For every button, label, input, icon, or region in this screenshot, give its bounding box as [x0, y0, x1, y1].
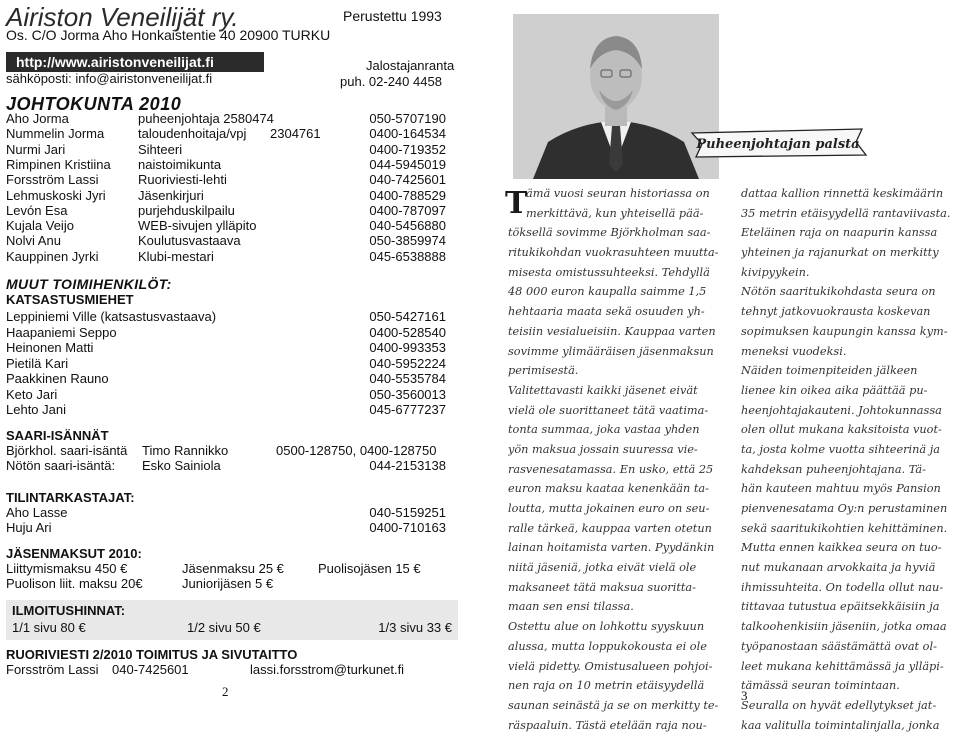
article-line: ta, josta kolme vuotta sihteerinä ja	[741, 442, 940, 456]
ad-prices-row	[12, 620, 452, 635]
article-line: leet mukana kehittämässä ja ylläpi-	[741, 659, 944, 673]
member-role: Koulutusvastaava	[138, 233, 241, 249]
article-line: nen raja on 10 metrin etäisyydellä	[508, 679, 705, 693]
article-line: tonta summaa, joka vastaa yhden	[508, 423, 700, 437]
auditor-phone: 040-5159251	[369, 505, 446, 520]
ruoriviesti-heading: RUORIVIESTI 2/2010 TOIMITUS JA SIVUTAITTO	[6, 647, 298, 662]
article-line: pienvenesatama Oy:n perustaminen	[741, 502, 948, 515]
member-phone: 050-5707190	[369, 111, 446, 126]
article-line: vielä pidetty. Omistusalueen pohjoi-	[508, 659, 713, 673]
article-line: niitä jäseniä, jotka eivät vielä ole	[508, 561, 697, 575]
article-line: merkittävä, kun yhteisellä pää-	[526, 206, 704, 220]
phone-number: puh. 02-240 4458	[340, 74, 442, 89]
inspector-name: Heinonen Matti	[6, 340, 94, 355]
auditors-heading: TILINTARKASTAJAT:	[6, 490, 135, 505]
article-line: ämä vuosi seuran historiassa on	[526, 187, 710, 200]
article-line: maan sen ensi tilassa.	[508, 600, 634, 614]
article-line: Nötön saaritukikohdasta seura on	[741, 285, 936, 299]
island-host-name: Timo Rannikko	[142, 443, 229, 458]
page-number-right: 3	[741, 688, 748, 703]
inspector-name: Keto Jari	[6, 386, 58, 402]
island-host-label: Björkhol. saari-isäntä	[6, 443, 128, 458]
article-line: heenjohtajakauteni. Johtokunnassa	[741, 403, 942, 417]
article-line: saunan seinästä ja se on merkitty te-	[508, 698, 719, 712]
fees-row	[6, 576, 456, 591]
fees-row	[6, 561, 456, 576]
member-role: purjehduskilpailu	[138, 202, 235, 218]
inspector-phone: 045-6777237	[369, 402, 446, 417]
website-link[interactable]: http://www.airistonveneilijat.fi	[6, 52, 264, 72]
inspector-name: Haapaniemi Seppo	[6, 324, 117, 340]
island-host-row	[6, 443, 456, 458]
ad-price: 1/1 sivu 80 €	[12, 620, 86, 635]
article-line: yön maksua jossain suuressa vie-	[508, 442, 698, 456]
fee-item: Puolison liit. maksu 20€	[6, 576, 143, 591]
article-line: sekä saaritukikohtien kehittäminen.	[741, 521, 948, 535]
auditor-name: Huju Ari	[6, 520, 52, 535]
auditor-name: Aho Lasse	[6, 505, 68, 520]
article-line: kaa valitulla toimintalinjalla, jonka	[741, 718, 940, 732]
article-line: perimisestä.	[508, 364, 579, 378]
article-line: alussa, mutta loppukokousta ei ole	[508, 639, 707, 653]
officials-heading: MUUT TOIMIHENKILÖT:	[6, 276, 172, 292]
member-role: Jäsenkirjuri	[138, 187, 204, 203]
article-line: Seuralla on hyvät edellytykset jat-	[741, 698, 937, 712]
inspector-name: Lehto Jani	[6, 402, 66, 417]
island-host-label: Nötön saari-isäntä:	[6, 458, 116, 473]
article-column-1	[508, 184, 730, 735]
ruoriviesti-contact	[6, 662, 456, 677]
article-line: räspaaluin. Tästä etelään raja nou-	[508, 718, 707, 732]
inspector-phone: 0400-993353	[369, 340, 446, 355]
article-line: työpanostaan säästämättä ovat ol-	[741, 639, 937, 653]
article-line: lienee kin oikea aika päättää pu-	[741, 383, 928, 397]
inspector-row	[6, 371, 446, 386]
auditor-phone: 0400-710163	[369, 520, 446, 535]
member-name: Kujala Veijo	[6, 218, 74, 234]
article-line: Eteläinen raja on naapurin kanssa	[741, 226, 938, 240]
auditor-row	[6, 520, 446, 535]
article-line: kivipyykein.	[741, 265, 810, 279]
article-line: lainan hoitamista varten. Pyydänkin	[508, 541, 715, 555]
member-phone: 044-5945019	[369, 156, 446, 172]
postal-address: Os. C/O Jorma Aho Honkaistentie 40 20900 TURKU	[6, 27, 331, 43]
founded-year: Perustettu 1993	[343, 8, 442, 24]
drop-cap: T	[505, 186, 528, 221]
inspector-phone: 0400-528540	[369, 324, 446, 340]
article-line: 48 000 euron kaupalla saimme 1,5	[508, 285, 707, 299]
board-member-row	[6, 249, 446, 264]
ad-prices-heading: ILMOITUSHINNAT:	[12, 603, 126, 618]
inspector-phone: 050-3560013	[369, 386, 446, 402]
member-role: Klubi-mestari	[138, 248, 214, 264]
board-member-row	[6, 172, 446, 187]
member-name: Nolvi Anu	[6, 233, 61, 249]
article-line: ihmissuhteita. On todella ollut nau-	[741, 580, 944, 594]
island-host-row	[6, 458, 446, 473]
board-member-row	[6, 142, 446, 157]
article-line: hän kauteen mahtuu myös Pansion	[741, 482, 941, 496]
editor-email[interactable]: lassi.forsstrom@turkunet.fi	[250, 662, 405, 677]
article-line: ralle tärkeä, kauppaa varten otetun	[508, 521, 712, 535]
member-name: Nummelin Jorma	[6, 126, 105, 142]
article-line: talkoohenkisiin jäseniin, jotka omaa	[741, 620, 947, 634]
article-line: loutta, mutta jokainen euro on seu-	[508, 502, 710, 515]
member-role: puheenjohtaja 2580474	[138, 111, 274, 126]
location: Jalostajanranta	[366, 58, 455, 73]
member-name: Kauppinen Jyrki	[6, 248, 99, 264]
inspector-name: Paakkinen Rauno	[6, 371, 109, 386]
article-line: nut mukanaan arvokkaita ja hyviä	[741, 561, 936, 575]
member-role: WEB-sivujen ylläpito	[138, 218, 257, 234]
island-host-name: Esko Sainiola	[142, 458, 221, 473]
inspector-row	[6, 340, 446, 355]
article-column-2	[741, 184, 959, 735]
fee-item: Juniorijäsen 5 €	[182, 576, 274, 591]
article-line: sopimuksen kaupungin kanssa kym-	[741, 324, 948, 338]
member-extra-phone: 2304761	[270, 126, 321, 142]
editor-phone: 040-7425601	[112, 662, 189, 677]
article-line: vielä ole suorittaneet tätä vaatima-	[508, 403, 709, 417]
member-role: Ruoriviesti-lehti	[138, 172, 227, 188]
article-line: sovimme ylimääräisen jäsenmaksun	[508, 344, 714, 358]
ad-price: 1/3 sivu 33 €	[378, 620, 452, 635]
inspector-row	[6, 309, 446, 324]
member-name: Lehmuskoski Jyri	[6, 187, 106, 203]
column-banner	[686, 125, 872, 159]
member-role: Sihteeri	[138, 141, 183, 157]
inspector-phone: 040-5535784	[369, 371, 446, 386]
board-member-row	[6, 111, 446, 126]
member-name: Aho Jorma	[6, 111, 69, 126]
article-line: Näiden toimenpiteiden jälkeen	[741, 364, 918, 378]
article-line: teisiin vesialueisiin. Kauppaa varten	[508, 324, 716, 338]
inspector-row	[6, 402, 446, 417]
ad-price: 1/2 sivu 50 €	[187, 620, 261, 635]
email-address[interactable]: sähköposti: info@airistonveneilijat.fi	[6, 71, 213, 86]
fee-item: Puolisojäsen 15 €	[318, 561, 421, 576]
article-line: ritukikohdan vuokrasuhteen muutta-	[508, 246, 719, 260]
board-member-row	[6, 203, 446, 218]
member-phone: 040-5456880	[369, 218, 446, 234]
article-line: Mutta ennen kaikkea seura on tuo-	[741, 541, 942, 555]
article-line: Valitettavasti kaikki jäsenet eivät	[508, 383, 698, 397]
association-title: Airiston Veneilijät ry.	[6, 2, 239, 32]
page-number-left: 2	[222, 684, 229, 699]
member-role: taloudenhoitaja/vpj	[138, 126, 247, 142]
member-role: naistoimikunta	[138, 156, 222, 172]
board-member-row	[6, 126, 446, 141]
inspector-name: Leppiniemi Ville (katsastusvastaava)	[6, 309, 217, 324]
article-line: Ostettu alue on lohkottu syyskuun	[508, 620, 705, 634]
article-line: rasvenesatamassa. En usko, että 25	[508, 462, 714, 476]
editor-name: Forsström Lassi	[6, 662, 99, 677]
member-name: Rimpinen Kristiina	[6, 156, 111, 172]
article-line: euron maksu kaataa kenenkään ta-	[508, 482, 709, 496]
board-member-row	[6, 157, 446, 172]
inspector-phone: 040-5952224	[369, 355, 446, 371]
member-phone: 0400-787097	[369, 202, 446, 218]
island-hosts-heading: SAARI-ISÄNNÄT	[6, 428, 109, 443]
article-line: dattaa kallion rinnettä keskimäärin	[741, 187, 944, 200]
article-line: hehtaaria maata sekä osuuden yh-	[508, 305, 705, 319]
auditor-row	[6, 505, 446, 520]
board-member-row	[6, 233, 446, 248]
inspector-row	[6, 325, 446, 340]
fee-item: Jäsenmaksu 25 €	[182, 561, 284, 576]
article-line: misesta omistussuhteeksi. Tehdyllä	[508, 265, 710, 279]
member-phone: 045-6538888	[369, 248, 446, 264]
fee-item: Liittymismaksu 450 €	[6, 561, 128, 576]
article-line: töksellä sovimme Björkholman saa-	[508, 226, 711, 240]
island-host-phone: 0500-128750, 0400-128750	[276, 443, 437, 458]
article-line: maksaneet tätä maksua suoritta-	[508, 580, 696, 594]
member-name: Forsström Lassi	[6, 172, 99, 188]
column-banner-label: Puheenjohtajan palsta	[696, 137, 860, 152]
member-name: Nurmi Jari	[6, 141, 66, 157]
inspector-phone: 050-5427161	[369, 309, 446, 324]
member-phone: 040-7425601	[369, 172, 446, 188]
island-host-phone: 044-2153138	[369, 458, 446, 473]
board-member-row	[6, 188, 446, 203]
article-line: kahdeksan puheenjohtajana. Tä-	[741, 462, 926, 476]
fees-heading: JÄSENMAKSUT 2010:	[6, 546, 142, 561]
member-name: Levón Esa	[6, 202, 68, 218]
inspector-name: Pietilä Kari	[6, 355, 69, 371]
inspector-row	[6, 356, 446, 371]
member-phone: 0400-164534	[369, 126, 446, 142]
inspector-row	[6, 387, 446, 402]
member-phone: 0400-719352	[369, 141, 446, 157]
article-line: yhteinen ja rajanurkat on merkitty	[741, 246, 939, 260]
article-line: tittavaa tutustua epäitsekkäisiin ja	[741, 600, 940, 614]
article-line: tehnyt jatkovuokrausta koskevan	[741, 305, 931, 319]
article-line: 35 metrin etäisyydellä rantaviivasta.	[741, 206, 951, 220]
article-line: tämässä seuran toimintaan.	[741, 679, 900, 693]
article-line: olen ollut mukana kaksitoista vuot-	[741, 423, 942, 437]
board-member-row	[6, 218, 446, 233]
article-line: meneksi vuodeksi.	[741, 344, 847, 358]
member-phone: 050-3859974	[369, 233, 446, 249]
board-heading: JOHTOKUNTA 2010	[6, 94, 182, 114]
member-phone: 0400-788529	[369, 187, 446, 203]
inspectors-heading: KATSASTUSMIEHET	[6, 292, 134, 307]
